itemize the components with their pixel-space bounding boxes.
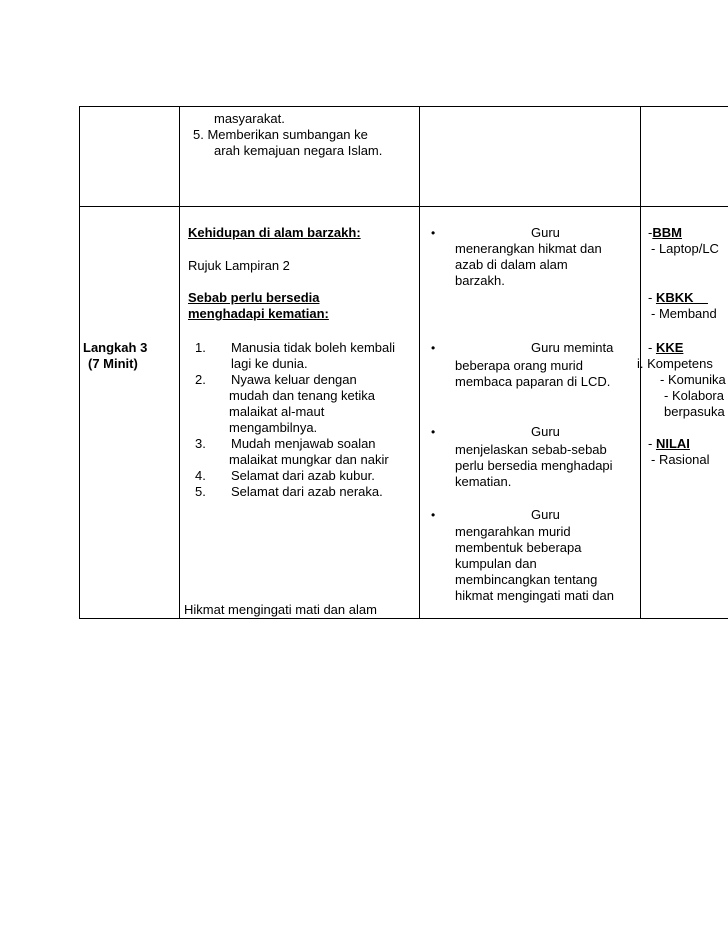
kbkk-label: - KBKK [648,290,694,305]
activity-text: membincangkan tentang [455,572,598,587]
bullet-icon: • [431,508,436,522]
kke-line-2: - Komunika [660,372,726,387]
item-text: lagi ke dunia. [231,356,308,371]
item-text: mudah dan tenang ketika [229,388,375,403]
table-bottom-border [79,618,728,619]
reference-text: Rujuk Lampiran 2 [188,258,290,273]
activity-head: Guru [531,507,560,522]
item-text: Selamat dari azab kubur. [231,468,375,483]
top-text-line-3: arah kemajuan negara Islam. [214,143,383,158]
kke-line-3: - Kolabora [664,388,724,403]
activity-head: Guru [531,225,560,240]
activity-text: hikmat mengingati mati dan [455,588,614,603]
item-number: 3. [195,436,206,451]
col-divider-3 [419,106,420,619]
activity-head: Guru [531,424,560,439]
item-text: malaikat mungkar dan nakir [229,452,389,467]
item-text: Manusia tidak boleh kembali [231,340,396,355]
bbm-item: - Laptop/LC [651,241,719,256]
activity-text: beberapa orang murid [455,358,583,373]
step-time: (7 Minit) [88,356,138,371]
activity-text: perlu bersedia menghadapi [455,458,613,473]
activity-head: Guru meminta [531,340,614,355]
bullet-icon: • [431,341,436,355]
tail-text: Hikmat mengingati mati dan alam [184,602,377,617]
item-number: 4. [195,468,206,483]
top-text-line-2: 5. Memberikan sumbangan ke [193,127,368,142]
activity-text: kematian. [455,474,512,489]
item-text: Mudah menjawab soalan [231,436,376,451]
item-number: 1. [195,340,206,355]
heading-sebab-line-1: Sebab perlu bersedia [188,290,320,305]
heading-alam-barzakh: Kehidupan di alam barzakh: [188,225,361,240]
activity-text: menerangkan hikmat dan [455,241,602,256]
bullet-icon: • [431,425,436,439]
col-divider-2 [179,106,180,619]
item-text: Selamat dari azab neraka. [231,484,383,499]
col-divider-1 [79,106,80,619]
heading-sebab-line-2: menghadapi kematian: [188,306,329,321]
step-name: Langkah 3 [83,340,148,355]
kbkk-item: - Memband [651,306,717,321]
table-top-border [79,106,728,107]
top-text-line-1: masyarakat. [214,111,285,126]
item-text: Nyawa keluar dengan [231,372,357,387]
item-text: mengambilnya. [229,420,318,435]
activity-text: kumpulan dan [455,556,537,571]
activity-text: mengarahkan murid [455,524,571,539]
kke-label: - KKE [648,340,684,355]
nilai-item: - Rasional [651,452,710,467]
row-divider [79,206,728,207]
nilai-label: - NILAI [648,436,690,451]
item-number: 5. [195,484,206,499]
activity-text: barzakh. [455,273,505,288]
kke-line-1: i. Kompetens [637,356,713,371]
activity-text: menjelaskan sebab-sebab [455,442,607,457]
bbm-label: -BBM [648,225,682,240]
item-text: malaikat al-maut [229,404,325,419]
activity-text: membaca paparan di LCD. [455,374,611,389]
activity-text: azab di dalam alam [455,257,568,272]
kke-line-4: berpasuka [664,404,725,419]
activity-text: membentuk beberapa [455,540,582,555]
item-number: 2. [195,372,206,387]
bullet-icon: • [431,226,436,240]
